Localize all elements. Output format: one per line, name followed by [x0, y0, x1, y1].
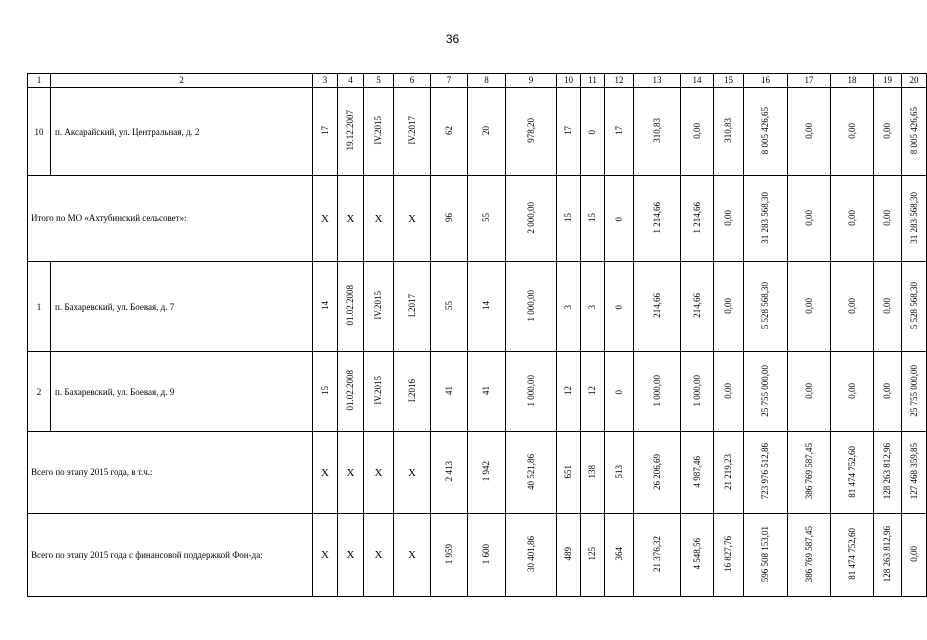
cell-value: 1 000,00 — [651, 374, 662, 407]
cell-value: 81 474 752,60 — [846, 528, 857, 580]
cell-value: 0,00 — [723, 209, 733, 226]
data-cell — [557, 514, 581, 597]
data-cell — [364, 514, 394, 597]
header-cell: 8 — [468, 74, 506, 88]
cell-value: 55 — [443, 301, 454, 310]
cell-value: 0,00 — [882, 382, 892, 399]
cell-value: X — [374, 549, 383, 561]
data-cell — [338, 514, 364, 597]
data-cell — [394, 176, 431, 262]
cell-value: 3 — [587, 305, 597, 310]
data-cell — [506, 262, 557, 352]
header-cell: 19 — [874, 74, 902, 88]
data-cell — [338, 88, 364, 176]
cell-value: 0,00 — [882, 297, 892, 314]
cell-value: 16 827,76 — [723, 536, 733, 572]
data-cell — [714, 432, 744, 514]
header-row — [28, 74, 927, 88]
header-cell: 6 — [394, 74, 431, 88]
data-cell — [313, 432, 338, 514]
data-cell — [394, 352, 431, 432]
header-cell: 2 — [51, 74, 313, 88]
cell-value: 14 — [481, 301, 491, 310]
data-cell — [681, 432, 714, 514]
cell-value: 128 263 812,96 — [882, 443, 892, 500]
data-cell — [338, 352, 364, 432]
data-cell — [468, 262, 506, 352]
row-number: 10 — [28, 88, 51, 176]
data-cell — [313, 176, 338, 262]
data-cell — [634, 514, 681, 597]
header-cell: 10 — [557, 74, 581, 88]
cell-value: X — [346, 549, 355, 561]
cell-value: 25 755 000,00 — [760, 364, 770, 417]
cell-value: 81 474 752,60 — [846, 445, 857, 498]
data-cell — [364, 352, 394, 432]
cell-value: 1 000,00 — [691, 374, 702, 407]
cell-value: 0,00 — [803, 209, 814, 226]
data-cell — [831, 514, 874, 597]
data-cell — [788, 88, 831, 176]
data-cell — [506, 88, 557, 176]
data-cell — [788, 262, 831, 352]
data-cell — [714, 514, 744, 597]
cell-value: 513 — [613, 464, 624, 479]
table-body — [28, 74, 927, 597]
cell-value: 1 000,00 — [525, 289, 536, 322]
cell-value: I.2016 — [406, 378, 417, 403]
data-cell — [431, 262, 468, 352]
cell-value: 17 — [613, 126, 624, 135]
cell-value: 0,00 — [882, 209, 892, 226]
data-cell — [634, 432, 681, 514]
data-cell — [681, 88, 714, 176]
cell-value: 14 — [319, 301, 330, 310]
cell-value: 19.12.2007 — [345, 110, 355, 151]
data-cell — [338, 176, 364, 262]
header-cell: 5 — [364, 74, 394, 88]
data-cell — [581, 514, 605, 597]
cell-value: 15 — [319, 386, 330, 395]
table-row — [28, 352, 927, 432]
data-cell — [506, 352, 557, 432]
cell-value: 0 — [613, 305, 624, 310]
cell-value: 5 528 568,30 — [760, 281, 770, 330]
cell-value: X — [408, 212, 416, 225]
data-cell — [313, 514, 338, 597]
cell-value: 0,00 — [846, 297, 857, 314]
cell-value: 12 — [587, 386, 597, 395]
data-cell — [557, 432, 581, 514]
data-cell — [468, 352, 506, 432]
cell-value: 1 942 — [481, 461, 491, 482]
cell-value: 4 548,56 — [691, 538, 702, 570]
header-cell: 12 — [605, 74, 634, 88]
data-cell — [605, 432, 634, 514]
data-cell — [634, 262, 681, 352]
data-cell — [506, 432, 557, 514]
cell-value: 310,83 — [651, 118, 662, 143]
data-cell — [902, 88, 927, 176]
data-cell — [468, 88, 506, 176]
data-cell — [506, 514, 557, 597]
data-cell — [681, 262, 714, 352]
cell-value: 0,00 — [846, 209, 857, 226]
data-cell — [557, 352, 581, 432]
data-cell — [788, 432, 831, 514]
total-label: Итого по МО «Ахтубинский сельсовет»: — [28, 176, 313, 262]
row-number: 2 — [28, 352, 51, 432]
data-cell — [581, 432, 605, 514]
cell-value: 0,00 — [846, 382, 857, 399]
cell-value: 0 — [613, 217, 624, 222]
cell-value: 596 508 153,01 — [760, 525, 770, 583]
cell-value: 386 769 587,45 — [803, 525, 814, 583]
header-cell: 4 — [338, 74, 364, 88]
data-cell — [744, 176, 788, 262]
cell-value: 25 755 000,00 — [908, 364, 919, 417]
cell-value: IV.2015 — [373, 291, 383, 320]
data-cell — [581, 88, 605, 176]
cell-value: 651 — [563, 464, 573, 479]
cell-value: 17 — [319, 126, 330, 135]
total-row — [28, 176, 927, 262]
data-cell — [605, 352, 634, 432]
cell-value: 723 976 512,86 — [760, 443, 770, 500]
cell-value: 0,00 — [691, 122, 702, 139]
cell-value: 31 283 568,30 — [908, 191, 919, 244]
data-cell — [902, 514, 927, 597]
data-cell — [313, 352, 338, 432]
data-cell — [681, 352, 714, 432]
data-cell — [557, 88, 581, 176]
cell-value: 8 005 426,65 — [760, 106, 770, 155]
data-cell — [394, 514, 431, 597]
cell-value: 489 — [563, 547, 573, 561]
data-cell — [557, 176, 581, 262]
cell-value: 128 263 812,96 — [882, 525, 892, 583]
data-cell — [681, 176, 714, 262]
total-row — [28, 514, 927, 597]
data-cell — [364, 176, 394, 262]
cell-value: 41 — [443, 386, 454, 395]
data-cell — [557, 262, 581, 352]
cell-value: IV.2017 — [406, 116, 417, 145]
cell-value: 96 — [443, 213, 454, 222]
data-cell — [831, 352, 874, 432]
data-cell — [874, 514, 902, 597]
cell-value: 364 — [613, 547, 624, 561]
cell-value: 40 521,86 — [525, 453, 536, 490]
data-cell — [338, 432, 364, 514]
data-cell — [431, 432, 468, 514]
data-cell — [831, 432, 874, 514]
cell-value: 2 413 — [443, 461, 454, 482]
data-cell — [394, 432, 431, 514]
cell-value: 01.02.2008 — [345, 370, 355, 411]
data-cell — [431, 514, 468, 597]
cell-value: 15 — [563, 213, 573, 222]
data-cell — [874, 432, 902, 514]
housing-program-table — [27, 73, 927, 597]
data-cell — [744, 514, 788, 597]
cell-value: 0,00 — [846, 122, 857, 139]
cell-value: X — [408, 466, 416, 479]
cell-value: 1 600 — [481, 543, 491, 565]
data-cell — [714, 88, 744, 176]
address-cell: п. Бахаревский, ул. Боевая, д. 7 — [51, 262, 313, 352]
data-cell — [902, 352, 927, 432]
data-cell — [605, 262, 634, 352]
data-cell — [874, 352, 902, 432]
cell-value: 386 769 587,45 — [803, 443, 814, 500]
cell-value: X — [346, 212, 355, 225]
data-cell — [605, 176, 634, 262]
cell-value: 21 376,32 — [651, 536, 662, 572]
data-cell — [394, 262, 431, 352]
data-cell — [744, 432, 788, 514]
data-cell — [902, 432, 927, 514]
header-cell: 13 — [634, 74, 681, 88]
data-cell — [902, 262, 927, 352]
data-cell — [364, 88, 394, 176]
data-cell — [874, 88, 902, 176]
data-cell — [338, 262, 364, 352]
data-cell — [431, 88, 468, 176]
data-cell — [744, 352, 788, 432]
cell-value: 15 — [587, 213, 597, 222]
cell-value: 0,00 — [882, 122, 892, 139]
data-cell — [831, 176, 874, 262]
data-cell — [874, 262, 902, 352]
cell-value: IV.2015 — [373, 116, 383, 145]
data-cell — [744, 88, 788, 176]
data-cell — [634, 352, 681, 432]
data-cell — [788, 514, 831, 597]
cell-value: X — [374, 466, 383, 479]
cell-value: 0,00 — [723, 297, 733, 314]
data-cell — [634, 88, 681, 176]
cell-value: 62 — [443, 126, 454, 135]
cell-value: 31 283 568,30 — [760, 191, 770, 244]
cell-value: 26 206,69 — [651, 453, 662, 490]
cell-value: X — [321, 466, 329, 479]
cell-value: 214,66 — [691, 293, 702, 318]
cell-value: 0 — [613, 390, 624, 395]
cell-value: 0,00 — [803, 122, 814, 139]
data-cell — [468, 514, 506, 597]
data-cell — [788, 352, 831, 432]
cell-value: 0,00 — [803, 382, 814, 399]
cell-value: X — [374, 212, 383, 225]
data-cell — [431, 352, 468, 432]
data-cell — [506, 176, 557, 262]
row-number: 1 — [28, 262, 51, 352]
address-cell: п. Бахаревский, ул. Боевая, д. 9 — [51, 352, 313, 432]
data-cell — [394, 88, 431, 176]
cell-value: I.2017 — [406, 293, 417, 318]
data-cell — [581, 262, 605, 352]
data-cell — [831, 88, 874, 176]
header-cell: 11 — [581, 74, 605, 88]
data-cell — [714, 352, 744, 432]
data-cell — [364, 432, 394, 514]
cell-value: 0,00 — [723, 382, 733, 399]
cell-value: 41 — [481, 386, 491, 395]
cell-value: 21 219,23 — [723, 453, 733, 490]
data-cell — [581, 176, 605, 262]
data-cell — [468, 176, 506, 262]
data-cell — [788, 176, 831, 262]
cell-value: 0,00 — [803, 297, 814, 314]
cell-value: 01.02.2008 — [345, 285, 355, 326]
cell-value: 2 000,00 — [525, 201, 536, 234]
cell-value: 3 — [563, 305, 573, 310]
cell-value: X — [321, 212, 329, 225]
cell-value: IV.2015 — [373, 376, 383, 405]
total-label: Всего по этапу 2015 года с финансовой поддержкой Фон-да: — [28, 514, 313, 597]
data-cell — [831, 262, 874, 352]
data-cell — [902, 176, 927, 262]
cell-value: 4 987,46 — [691, 455, 702, 488]
cell-value: X — [321, 549, 329, 561]
cell-value: 125 — [587, 547, 597, 561]
header-cell: 17 — [788, 74, 831, 88]
data-cell — [634, 176, 681, 262]
data-cell — [605, 88, 634, 176]
cell-value: 55 — [481, 213, 491, 222]
header-cell: 14 — [681, 74, 714, 88]
cell-value: 1 214,66 — [651, 201, 662, 234]
data-cell — [714, 176, 744, 262]
cell-value: 1 000,00 — [525, 374, 536, 407]
header-cell: 20 — [902, 74, 927, 88]
data-cell — [581, 352, 605, 432]
data-cell — [431, 176, 468, 262]
cell-value: 310,83 — [723, 118, 733, 143]
data-cell — [468, 432, 506, 514]
data-cell — [313, 262, 338, 352]
header-cell: 15 — [714, 74, 744, 88]
header-cell: 9 — [506, 74, 557, 88]
cell-value: 8 005 426,65 — [908, 106, 919, 155]
cell-value: 138 — [587, 464, 597, 479]
cell-value: 214,66 — [651, 293, 662, 318]
cell-value: 12 — [563, 386, 573, 395]
data-cell — [744, 262, 788, 352]
cell-value: 978,20 — [525, 118, 536, 143]
cell-value: X — [346, 466, 355, 479]
cell-value: 30 401,86 — [525, 536, 536, 572]
total-row — [28, 432, 927, 514]
table-row — [28, 262, 927, 352]
cell-value: 1 214,66 — [691, 201, 702, 234]
data-cell — [874, 176, 902, 262]
header-cell: 7 — [431, 74, 468, 88]
cell-value: 17 — [563, 126, 573, 135]
data-cell — [605, 514, 634, 597]
cell-value: 1 959 — [443, 543, 454, 565]
total-label: Всего по этапу 2015 года, в т.ч.: — [28, 432, 313, 514]
table-row — [28, 88, 927, 176]
page-number: 36 — [445, 32, 460, 46]
data-cell — [364, 262, 394, 352]
cell-value: 127 468 359,85 — [908, 443, 919, 500]
header-cell: 18 — [831, 74, 874, 88]
data-cell — [313, 88, 338, 176]
cell-value: 20 — [481, 126, 491, 135]
cell-value: 0 — [587, 130, 597, 135]
cell-value: 0,00 — [908, 546, 919, 562]
cell-value: X — [408, 549, 416, 561]
cell-value: 5 528 568,30 — [908, 281, 919, 330]
data-cell — [714, 262, 744, 352]
header-cell: 1 — [28, 74, 51, 88]
data-cell — [681, 514, 714, 597]
header-cell: 3 — [313, 74, 338, 88]
address-cell: п. Аксарайский, ул. Центральная, д. 2 — [51, 88, 313, 176]
header-cell: 16 — [744, 74, 788, 88]
